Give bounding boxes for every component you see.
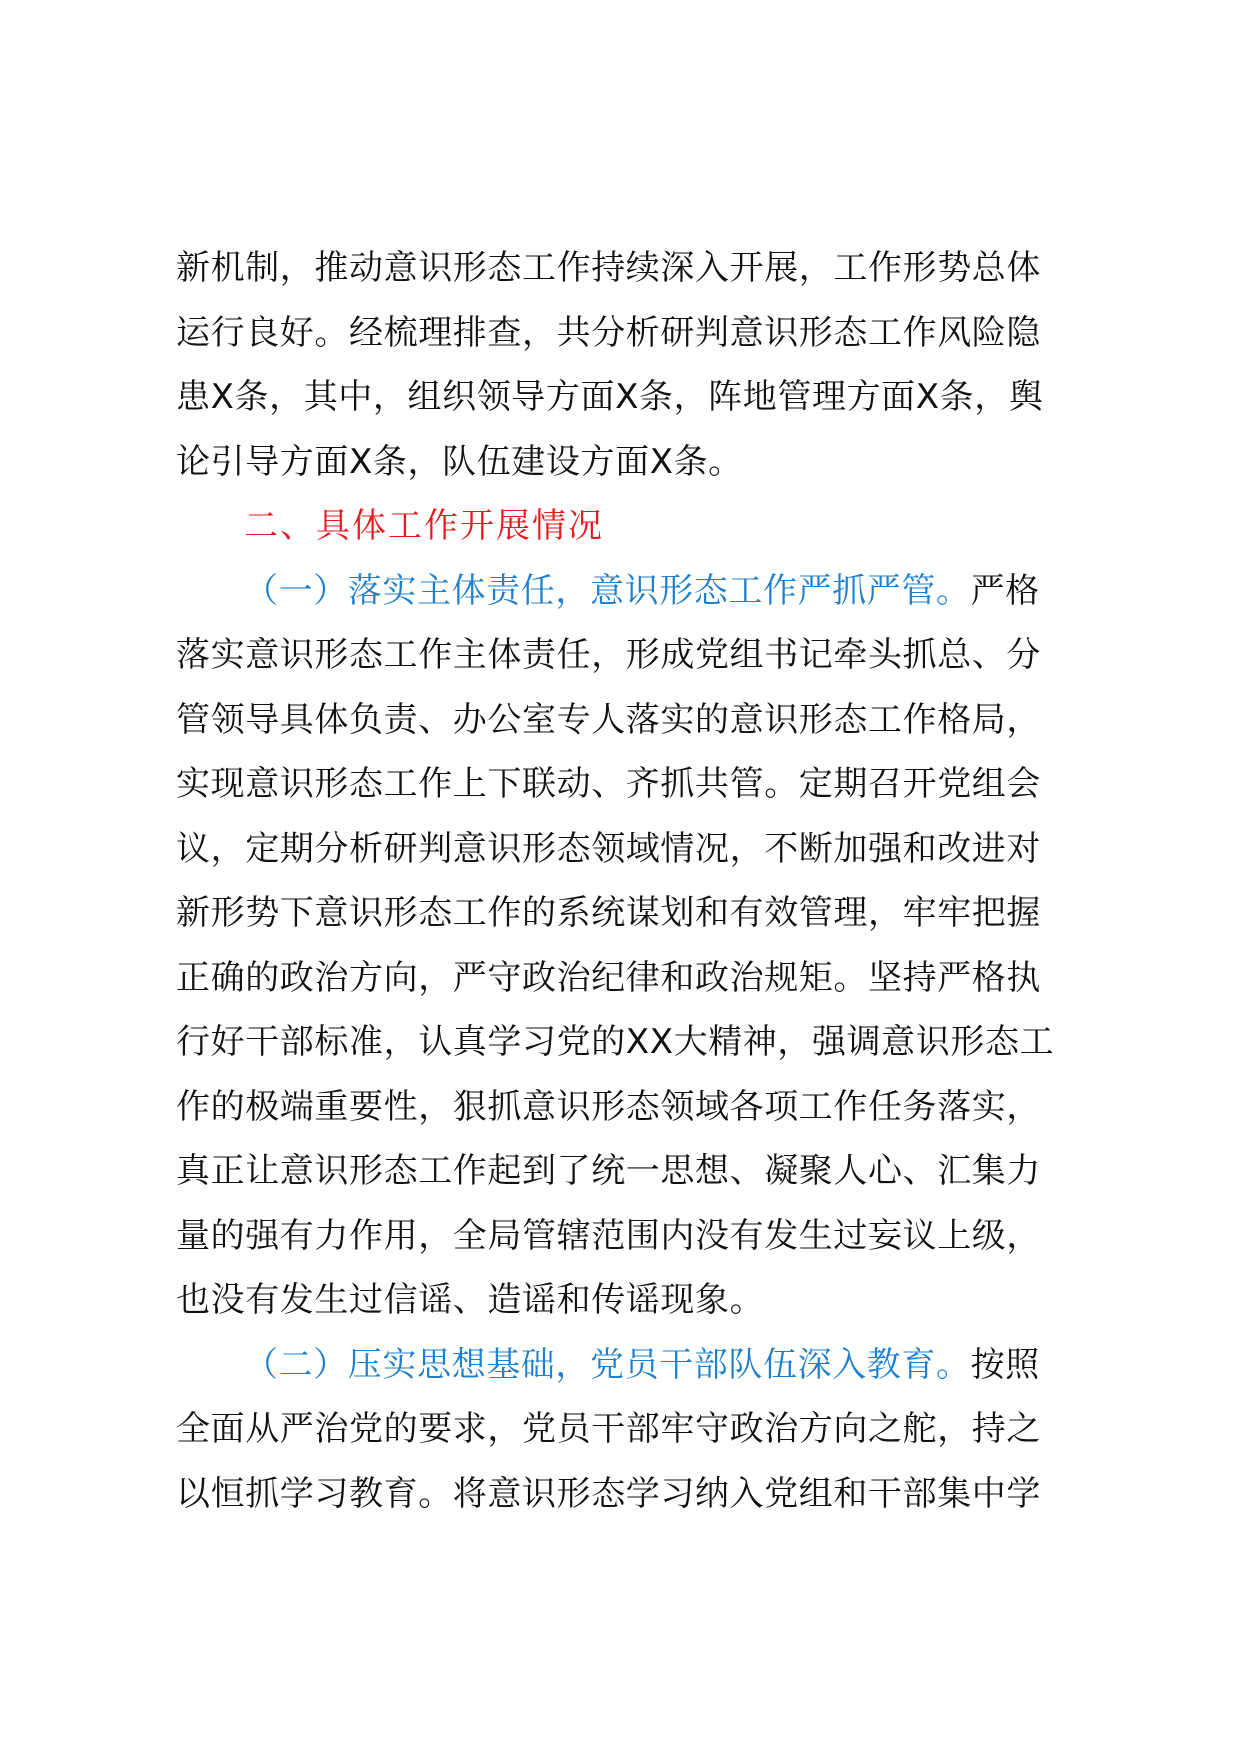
body-line: 论引导方面X条，队伍建设方面X条。 xyxy=(176,441,743,482)
body-line: 落实意识形态工作主体责任，形成党组书记牵头抓总、分 xyxy=(176,635,1041,675)
subsection-first-line xyxy=(176,559,1092,624)
body-line: 也没有发生过信谣、造谣和传谣现象。 xyxy=(176,1280,765,1320)
document-page xyxy=(176,236,1092,1526)
body-line: 作的极端重要性，狠抓意识形态领域各项工作任务落实， xyxy=(176,1086,1041,1127)
body-line: 以恒抓学习教育。将意识形态学习纳入党组和干部集中学 xyxy=(176,1473,1041,1514)
body-text: 按照 xyxy=(970,1344,1040,1385)
body-line: 全面从严治党的要求，党员干部牢守政治方向之舵，持之 xyxy=(176,1409,1041,1449)
body-line: 患X条，其中，组织领导方面X条，阵地管理方面X条，舆 xyxy=(176,377,1044,417)
body-line: 行好干部标准，认真学习党的XX大精神，强调意识形态工 xyxy=(176,1022,1055,1062)
body-line: 真正让意识形态工作起到了统一思想、凝聚人心、汇集力 xyxy=(176,1151,1041,1191)
body-line: 新形势下意识形态工作的系统谋划和有效管理，牢牢把握 xyxy=(176,893,1041,933)
body-text: 严格 xyxy=(970,570,1040,611)
subsection-heading: （一）落实主体责任，意识形态工作严抓严管。 xyxy=(244,570,971,611)
body-line: 实现意识形态工作上下联动、齐抓共管。定期召开党组会 xyxy=(176,764,1041,804)
subsection-heading: （二）压实思想基础，党员干部队伍深入教育。 xyxy=(244,1344,971,1385)
body-line: 量的强有力作用，全局管辖范围内没有发生过妄议上级， xyxy=(176,1215,1041,1256)
subsection-first-line xyxy=(176,1333,1092,1398)
body-line: 管领导具体负责、办公室专人落实的意识形态工作格局， xyxy=(176,699,1041,740)
section-heading: 二、具体工作开展情况 xyxy=(244,506,604,546)
body-line: 正确的政治方向，严守政治纪律和政治规矩。坚持严格执 xyxy=(176,957,1041,998)
body-line: 议，定期分析研判意识形态领域情况，不断加强和改进对 xyxy=(176,828,1041,869)
body-line: 新机制，推动意识形态工作持续深入开展，工作形势总体 xyxy=(176,248,1041,288)
body-line: 运行良好。经梳理排查，共分析研判意识形态工作风险隐 xyxy=(176,312,1041,353)
